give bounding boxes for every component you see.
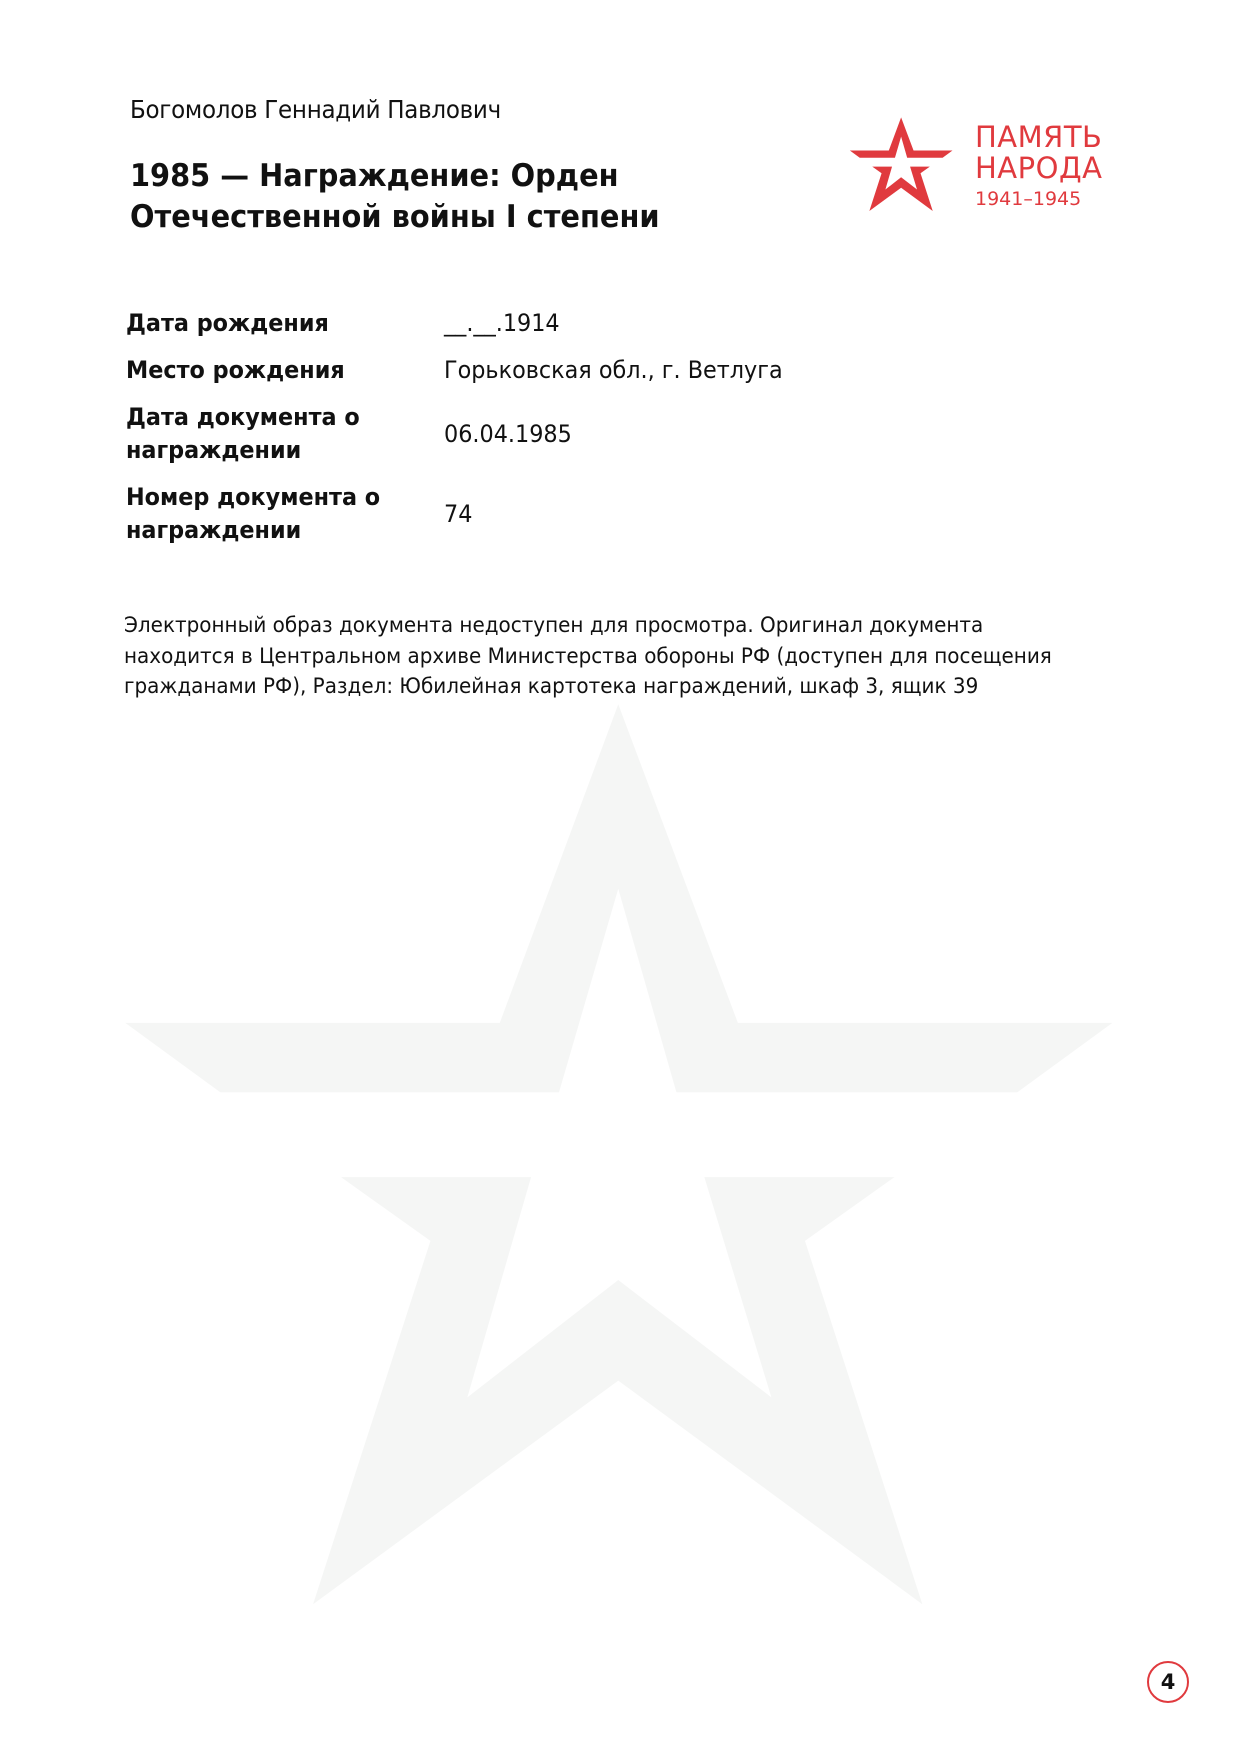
logo-star-icon <box>850 117 953 211</box>
field-value: Горьковская обл., г. Ветлуга <box>444 356 783 384</box>
table-row <box>126 394 808 474</box>
table-row <box>126 474 808 554</box>
logo-line-2: НАРОДА <box>975 151 1103 185</box>
title-line-2: Отечественной войны I степени <box>130 199 660 235</box>
logo-line-1: ПАМЯТЬ <box>975 120 1103 154</box>
field-label: Номер документа о награждении <box>126 483 381 544</box>
table-row <box>126 300 808 347</box>
field-value: 74 <box>444 499 473 528</box>
field-label: Дата рождения <box>126 309 329 337</box>
page-number: 4 <box>1147 1661 1189 1703</box>
field-label: Место рождения <box>126 356 345 384</box>
title-line-1: 1985 — Награждение: Орден <box>130 158 619 194</box>
table-row <box>126 347 808 394</box>
field-value: __.__.1914 <box>444 309 560 337</box>
page-title <box>130 156 725 238</box>
info-table <box>126 300 808 554</box>
field-label: Дата документа о награждении <box>126 403 360 464</box>
logo-years: 1941–1945 <box>975 188 1082 210</box>
archive-note: Электронный образ документа недоступен для просмотра. Оригинал документа находится в Центральном архиве Министерства обороны РФ (доступен для посещения гражданами РФ), Раздел: Юбилейная картотека награждений, шкаф 3, ящик 39 <box>124 613 1052 698</box>
field-value: 06.04.1985 <box>444 419 572 448</box>
person-name: Богомолов Геннадий Павлович <box>130 95 501 124</box>
logo <box>975 122 1102 212</box>
watermark-star-icon <box>125 704 1112 1604</box>
